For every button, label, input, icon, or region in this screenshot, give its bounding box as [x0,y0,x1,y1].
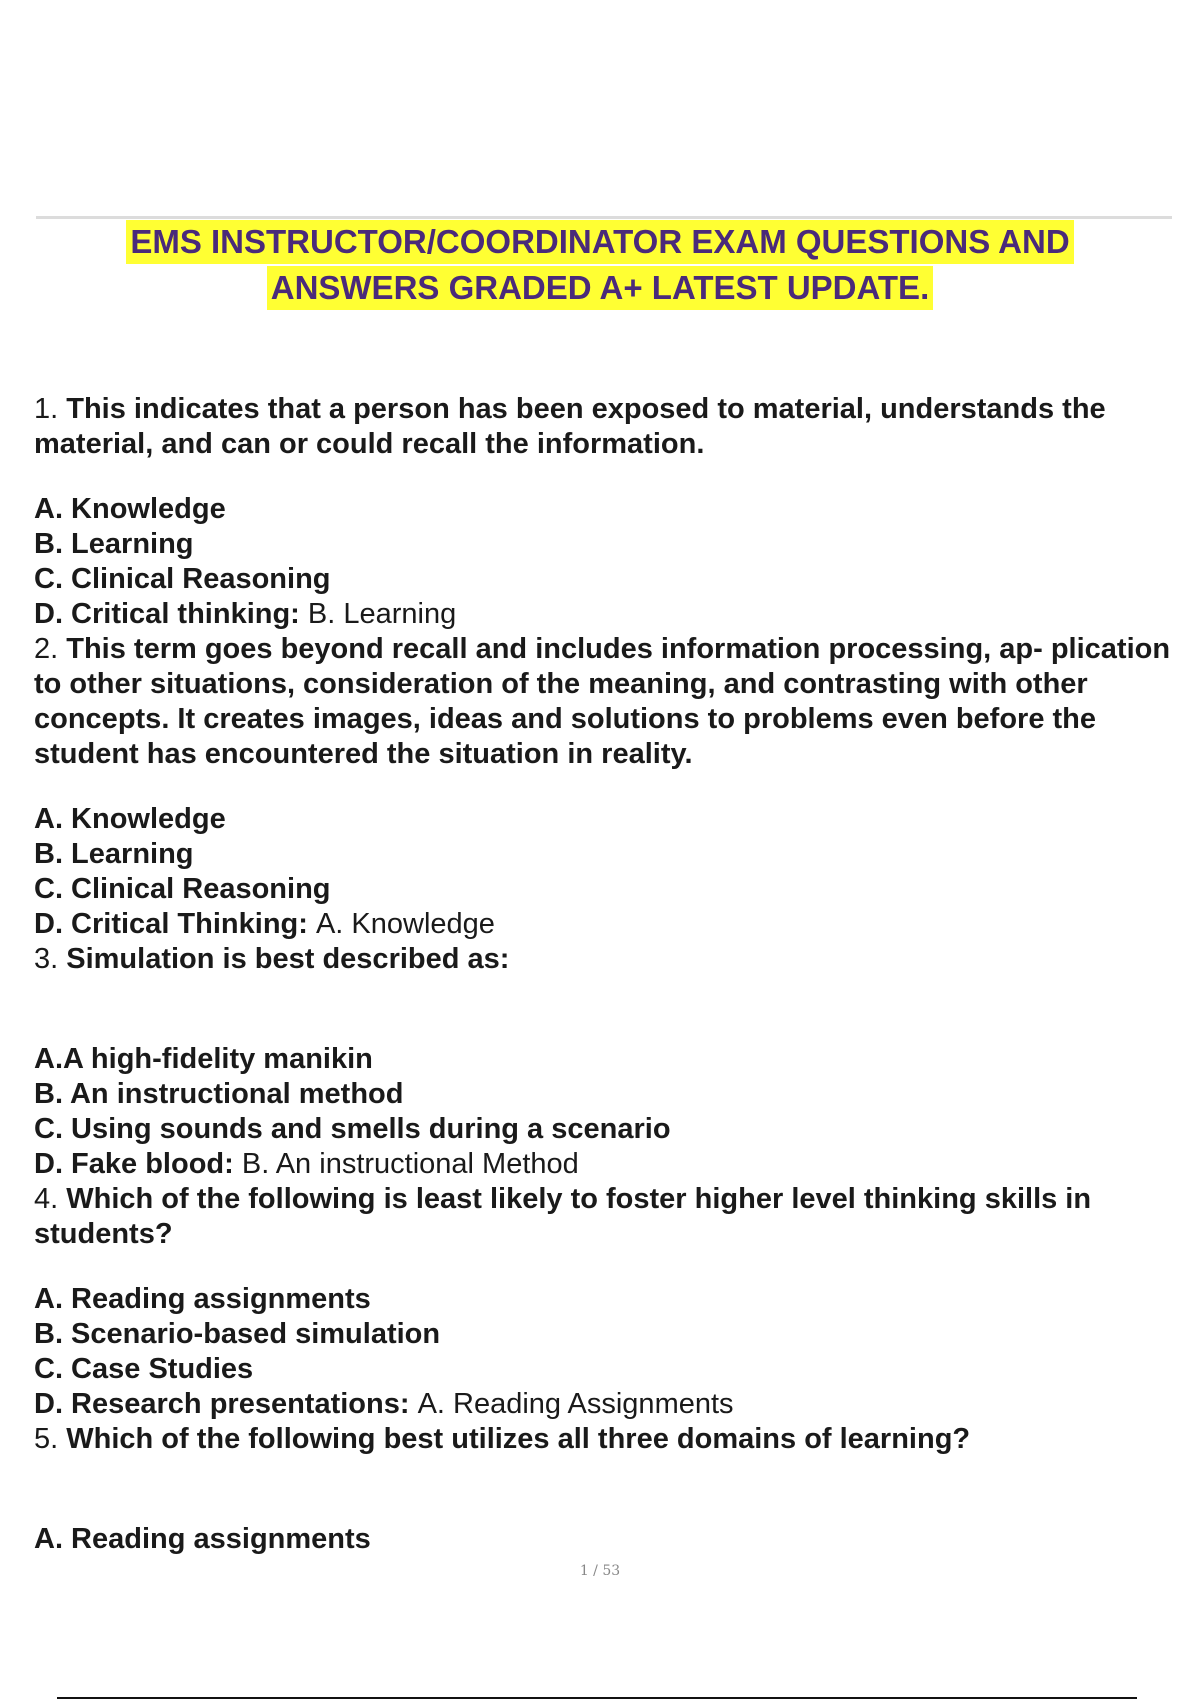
option-d: D. Critical Thinking: [34,908,308,940]
option-a: A. Knowledge [34,493,226,525]
option-a: A.A high-fidelity manikin [34,1043,373,1075]
option-c: C. Clinical Reasoning [34,563,331,595]
answer: A. Knowledge [315,908,495,940]
question-number: 5. [34,1423,59,1455]
answer: B. An instructional Method [241,1148,579,1180]
question-text: This indicates that a person has been exposed to material, understands the material, and can or could recall the information. [34,393,1106,460]
question-number: 3. [34,943,59,975]
page-number: 1 / 53 [579,1563,621,1579]
title-line-1: EMS INSTRUCTOR/COORDINATOR EXAM QUESTIONS AND [126,220,1073,264]
option-a: A. Knowledge [34,803,226,835]
option-c: C. Using sounds and smells during a scenario [34,1113,671,1145]
answer: A. Reading Assignments [417,1388,734,1420]
option-c: C. Case Studies [34,1353,254,1385]
option-a: A. Reading assignments [34,1523,371,1555]
question-text: This term goes beyond recall and includes information processing, ap- plication to other situations, consideration of the meaning, and contrasting with other concepts. It creates images, ideas and solutions to problems even before the student has encountered the situation in reality. [34,633,1171,770]
question-number: 1. [34,393,59,425]
question-text: Which of the following best utilizes all three domains of learning? [66,1423,971,1455]
question-3 [34,942,1174,977]
option-d-with-answer [34,1387,1174,1422]
question-5 [34,1422,1174,1457]
option-d-with-answer [34,1147,1174,1182]
option-c: C. Clinical Reasoning [34,873,331,905]
question-list [34,392,1174,1557]
option-b: B. Learning [34,838,194,870]
option-b: B. Learning [34,528,194,560]
answer: B. Learning [307,598,457,630]
option-b: B. Scenario-based simulation [34,1318,441,1350]
top-divider [36,216,1172,219]
option-d: D. Fake blood: [34,1148,234,1180]
question-number: 4. [34,1183,59,1215]
title-line-2: ANSWERS GRADED A+ LATEST UPDATE. [267,266,934,310]
bottom-divider [57,1697,1137,1699]
option-d-with-answer [34,907,1174,942]
option-a: A. Reading assignments [34,1283,371,1315]
document-title [0,220,1200,310]
question-number: 2. [34,633,59,665]
question-4 [34,1182,1174,1252]
option-b: B. An instructional method [34,1078,404,1110]
option-d-with-answer [34,597,1174,632]
option-d: D. Research presentations: [34,1388,410,1420]
question-2 [34,632,1174,772]
question-text: Which of the following is least likely to foster higher level thinking skills in students? [34,1183,1092,1250]
question-text: Simulation is best described as: [66,943,510,975]
question-1 [34,392,1174,462]
option-d: D. Critical thinking: [34,598,300,630]
